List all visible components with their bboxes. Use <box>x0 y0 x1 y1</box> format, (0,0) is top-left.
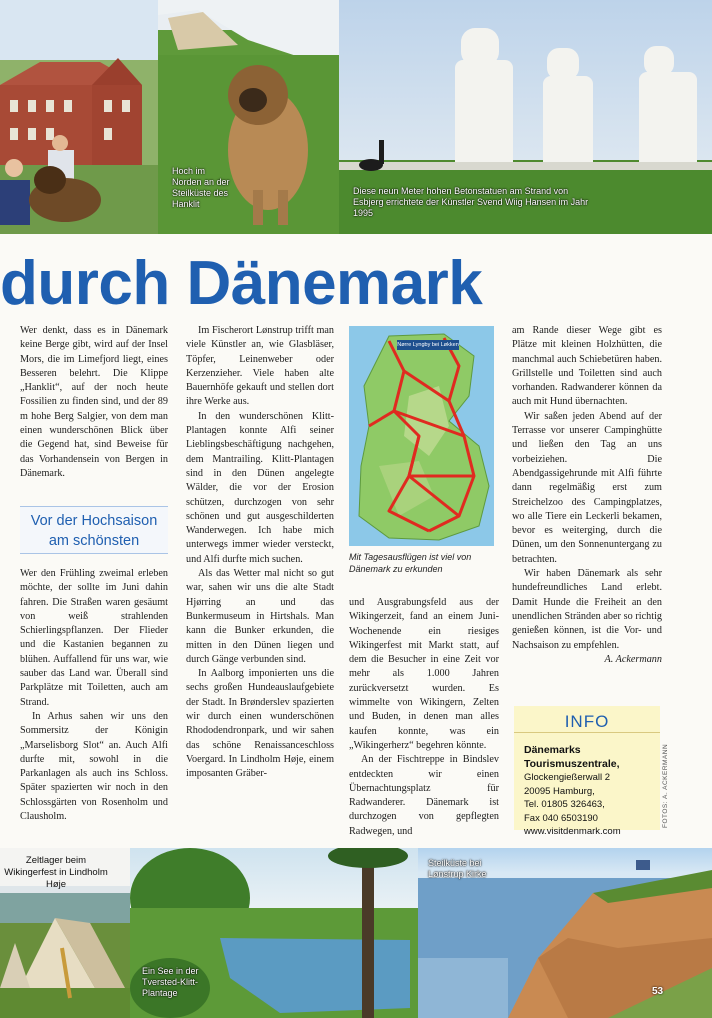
column-2 <box>186 324 334 782</box>
paragraph: und Ausgrabungsfeld aus der Wikingerzeit, fand an einem Juni-Wochenende ein riesiges Wikingerfest mit Markt statt, auf dem die Besucher in eine Zeit vor mehr als 1.000 Jahren zurückversetzt wurden. Es wimmelte von Wikingern, Zelten und Buden, in denen man alles kaufen konnte, was ein „Wikingerherz“ begehren könnte. <box>349 597 499 751</box>
info-street: Glockengießerwall 2 <box>524 772 611 783</box>
map-label: Nørre Lyngby bei Løkken <box>397 342 459 348</box>
info-city: 20095 Hamburg, <box>524 785 595 797</box>
info-body <box>524 744 658 839</box>
photo-credit: FOTOS: A. ACKERMANN <box>662 743 669 828</box>
paragraph: Wir haben Dänemark als sehr hundefreundliches Land erlebt. Damit Hunde die Freiheit an den unendlichen Stränden aber so richtig genießen können, ist die Vor- und Nachsaison zu empfehlen. <box>512 568 662 651</box>
photo-coast <box>418 848 712 1018</box>
subheading: Vor der Hochsaison am schönsten <box>20 506 168 554</box>
column-4 <box>512 324 662 667</box>
photo-castle-dog <box>0 0 158 234</box>
caption-tents: Zeltlager beim Wikingerfest in Lindholm Høje <box>4 855 108 890</box>
paragraph: Wer denkt, dass es in Dänemark keine Berge gibt, wird auf der Insel Mors, die im Limefjord liegt, eines Besseren belehrt. Die Klippe „Hanklit“, auf der noch heute Fossilien zu finden sind, und der 89 m hohe Berg Salgier, von dem man einen wunderschönen Blick über die Gegend hat, sind Beweise für das Vorhandensein von Bergen in Dänemark. <box>20 325 168 479</box>
info-org: Dänemarks Tourismuszentrale, <box>524 744 620 770</box>
photo-lake <box>130 848 418 1018</box>
info-web[interactable]: www.visitdenmark.com <box>524 826 621 837</box>
caption-cliff: Hoch im Norden an der Steilküste des Hanklit <box>172 166 230 209</box>
paragraph: Als das Wetter mal nicht so gut war, sahen wir uns die alte Stadt Hjørring an und das Bunkermuseum in Hirtshals. Man kann die Bunker erkunden, die mitten in den Dünen liegen und durch Gänge verbunden sind. <box>186 568 334 665</box>
page-number: 53 <box>652 986 664 997</box>
photo-tents <box>0 848 130 1018</box>
info-box <box>514 706 660 837</box>
column-3 <box>349 596 499 839</box>
photo-statues <box>339 0 712 234</box>
paragraph: Im Fischerort Lønstrup trifft man viele Künstler an, wie Glasbläser, Töpfer, Leinenweber oder Kerzenzieher. Viele haben alte Bauernhöfe gekauft und stellen dort ihre Werke aus. <box>186 325 334 408</box>
paragraph: In Aalborg imponierten uns die sechs großen Hundeauslaufgebiete der Stadt. In Brønderslev spazierten wir durch einen wunderschönen Rhododendronpark, und wir sahen das schöne Renaissanceschloss Voergard. In Lindholm Høje, einem imposanten Gräber- <box>186 668 334 780</box>
photo-dog-cliff <box>158 0 339 234</box>
paragraph: In den wunderschönen Klitt-Plantagen konnte Alfi seiner Lieblingsbeschäftigung nachgehen, dem Mantrailing. Klitt-Plantagen sind in den Dünen angelegte Wälder, die vor der Erosion schützen, durchzogen von sehr schönen und gut ausgeschilderten Wanderwegen. Ich habe mich unterwegs immer wieder versteckt, und Alfi durfte mich suchen. <box>186 410 334 565</box>
paragraph: Wer den Frühling zweimal erleben möchte, der sollte im Juni dahin fahren. Die Straßen waren gesäumt von weiß strahlenden Schierlingspflanzen. Der Flieder und die Kastanien begannen zu blühen. Auffallend für uns war, wie sauber das Land war. Überall sind Parkplätze mit Toiletten, auch am Strand. <box>20 568 168 708</box>
column-1-bottom <box>20 567 168 824</box>
caption-statues: Diese neun Meter hohen Betonstatuen am Strand von Esbjerg errichtete der Künstler Svend Wiig Hansen im Jahr 1995 <box>353 186 589 218</box>
column-1-top <box>20 324 168 481</box>
map-caption: Mit Tagesausflügen ist viel von Dänemark zu erkunden <box>349 552 472 574</box>
paragraph: An der Fischtreppe in Bindslev entdeckten wir einen Übernachtungsplatz für Radwanderer. Dänemark ist durchzogen von gepflegten Radwegen, und <box>349 754 499 837</box>
caption-coast: Steilküste bei Lønstrup Kirke <box>428 858 487 879</box>
info-divider <box>514 732 660 733</box>
article-title: durch Dänemark <box>0 249 483 318</box>
info-tel: Tel. 01805 326463, <box>524 799 605 810</box>
castle-illustration <box>0 0 158 234</box>
map-illustration <box>349 326 494 546</box>
caption-lake: Ein See in der Tversted-Klitt-Plantage <box>142 966 199 998</box>
paragraph: In Arhus sahen wir uns den Sommersitz der Königin „Marselisborg Slot“ an. Auch Alfi durfte mit, sowohl in die Parkanlagen als auch ins Schloss. Später spazierten wir noch in den Schlossgärten von Rosenholm und Clausholm. <box>20 710 168 823</box>
info-fax: Fax 040 6503190 <box>524 812 598 824</box>
author-signature: A. Ackermann <box>604 653 662 665</box>
info-title: INFO <box>564 712 610 731</box>
paragraph: Wir saßen jeden Abend auf der Terrasse vor unserer Campinghütte und ließen den Tag an uns vorbeiziehen. Die Abendgassigehrunde mit Alfi führte dann regelmäßig erst zum Streichelzoo des Campingplatzes, wo alle Tiere ein Leckerli bekamen, bevor es weiterging, durch die Dünen, um den Sonnenuntergang zu betrachten. <box>512 410 662 565</box>
denmark-map <box>349 326 494 546</box>
paragraph: am Rande dieser Wege gibt es Plätze mit kleinen Holzhütten, die manchmal auch Schiebetüren haben. Grillstelle und Toiletten sind auch vorhanden. Radwanderer können da auch mit Hund übernachten. <box>512 325 662 408</box>
